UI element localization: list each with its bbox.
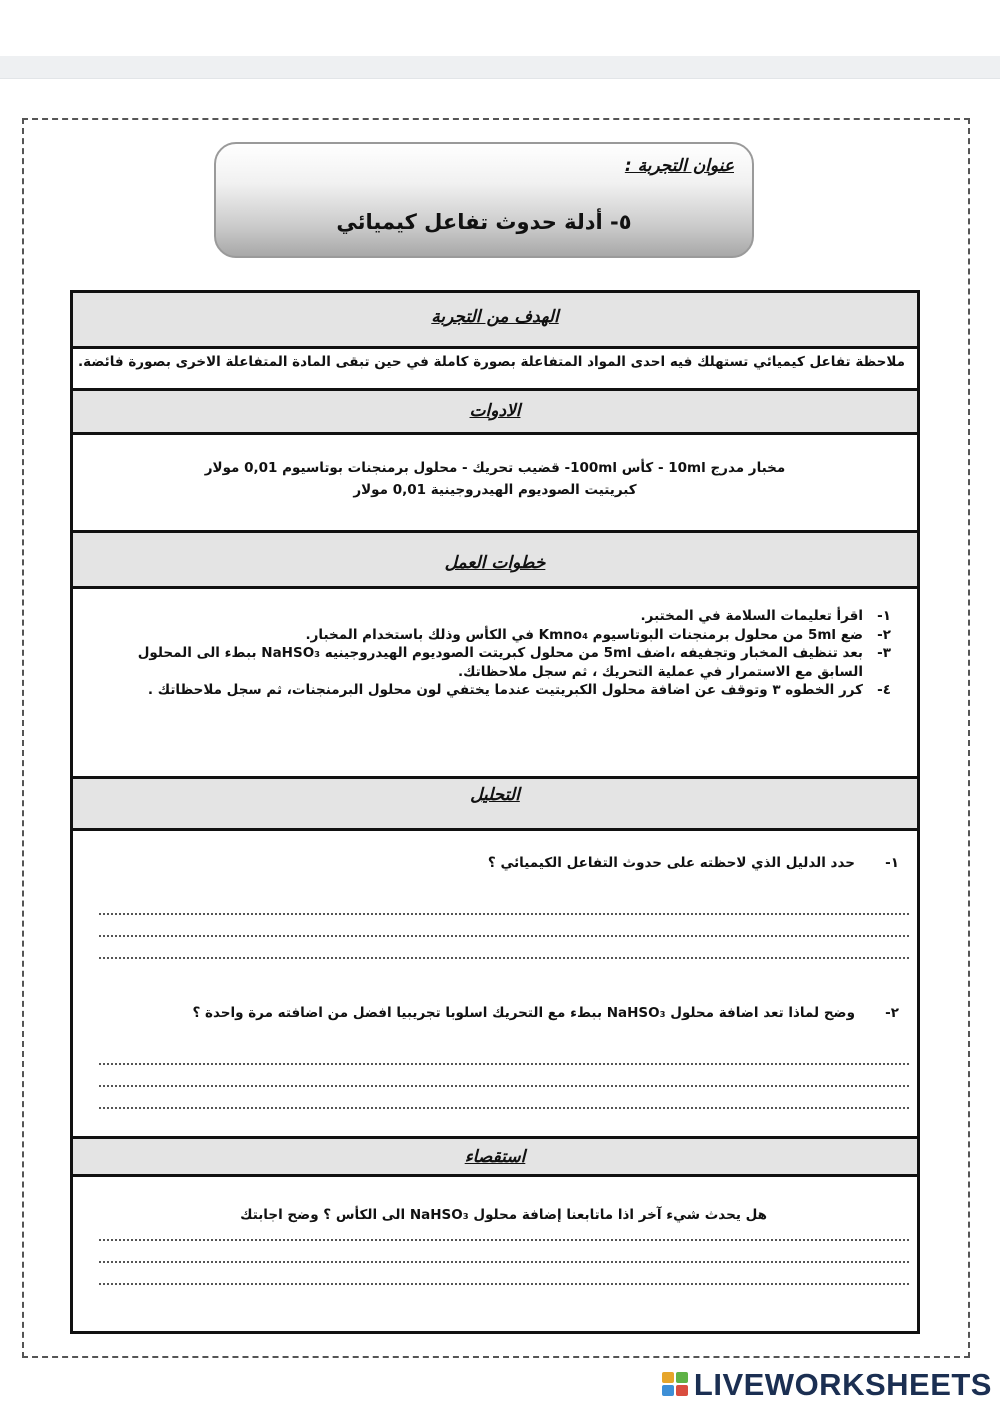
answer-line[interactable] [99, 1107, 909, 1109]
tools-row [73, 435, 917, 533]
liveworksheets-logo-icon [662, 1372, 690, 1398]
answer-line[interactable] [99, 1283, 909, 1285]
answer-line[interactable] [99, 1085, 909, 1087]
question-2-number: ٢- [885, 1005, 899, 1021]
goal-heading: الهدف من التجربة [431, 307, 559, 327]
step-item [91, 644, 891, 681]
analysis-row [73, 831, 917, 1139]
answer-line[interactable] [99, 1063, 909, 1065]
step-number: ٤- [877, 682, 891, 698]
worksheet-table [70, 290, 920, 1334]
step-number: ١- [877, 608, 891, 624]
title-label: عنوان التجربة : [624, 156, 734, 176]
step-item [91, 681, 891, 700]
steps-list [91, 607, 891, 700]
answer-line[interactable] [99, 935, 909, 937]
goal-row [73, 349, 917, 391]
goal-header-row [73, 293, 917, 349]
step-item [91, 626, 891, 645]
tools-line-2: كبريتيت الصوديوم الهيدروجينية 0,01 مولار [353, 482, 637, 498]
inquiry-header-row [73, 1139, 917, 1177]
question-1 [488, 855, 899, 871]
experiment-title: ٥- أدلة حدوث تفاعل كيميائي [336, 210, 632, 234]
liveworksheets-watermark [662, 1367, 992, 1403]
goal-text: ملاحظة تفاعل كيميائي تستهلك فيه احدى المواد المتفاعلة بصورة كاملة في حين تبقى المادة المتفاعلة الاخرى بصورة فائضة. [78, 354, 905, 370]
step-number: ٣- [877, 645, 891, 661]
step-text: اقرأ تعليمات السلامة في المختبر. [640, 608, 863, 624]
title-box [214, 142, 754, 258]
analysis-header-row [73, 779, 917, 831]
question-3: هل يحدث شيء آخر اذا ماتابعنا إضافة محلول NaHSO₃ الى الكأس ؟ وضح اجابتك [240, 1207, 767, 1223]
step-text: ضع 5ml من محلول برمنجنات البوتاسيوم Kmno₄ في الكأس وذلك باستخدام المخبار. [305, 626, 863, 643]
answer-line[interactable] [99, 1239, 909, 1241]
liveworksheets-brand-text: LIVEWORKSHEETS [693, 1367, 992, 1402]
answer-line[interactable] [99, 913, 909, 915]
analysis-heading: التحليل [470, 785, 520, 805]
tools-heading: الادوات [469, 401, 521, 421]
steps-row [73, 589, 917, 779]
step-item [91, 607, 891, 626]
step-text: كرر الخطوه ٣ وتوقف عن اضافة محلول الكبريتيت عندما يختفي لون محلول البرمنجنات، ثم سجل ملاحظاتك . [147, 682, 863, 698]
step-text: بعد تنظيف المخبار وتجفيفه ،اضف 5ml من محلول كبريتت الصوديوم الهيدروجينيه NaHSO₃ ببطء الى المحلول السابق مع الاستمرار في عملية التحريك ، ثم سجل ملاحظاتك. [137, 645, 863, 680]
question-1-number: ١- [885, 855, 899, 871]
question-2-text: وضح لماذا تعد اضافة محلول NaHSO₃ ببطء مع التحريك اسلوبا تجريبيا افضل من اضافته مرة واحدة ؟ [192, 1005, 855, 1021]
inquiry-heading: استقصاء [464, 1147, 526, 1167]
steps-header-row [73, 533, 917, 589]
answer-line[interactable] [99, 1261, 909, 1263]
tools-header-row [73, 391, 917, 435]
question-1-text: حدد الدليل الذي لاحظته على حدوث التفاعل الكيميائي ؟ [487, 855, 855, 871]
answer-line[interactable] [99, 957, 909, 959]
question-2 [192, 1005, 899, 1021]
steps-heading: خطوات العمل [444, 553, 546, 573]
tools-line-1: مخبار مدرج 10ml - كأس 100ml- قضيب تحريك - محلول برمنجنات بوتاسيوم 0,01 مولار [204, 460, 786, 476]
step-number: ٢- [877, 626, 891, 643]
tools-list [73, 457, 917, 501]
inquiry-row [73, 1177, 917, 1331]
browser-top-bar [0, 56, 1000, 79]
